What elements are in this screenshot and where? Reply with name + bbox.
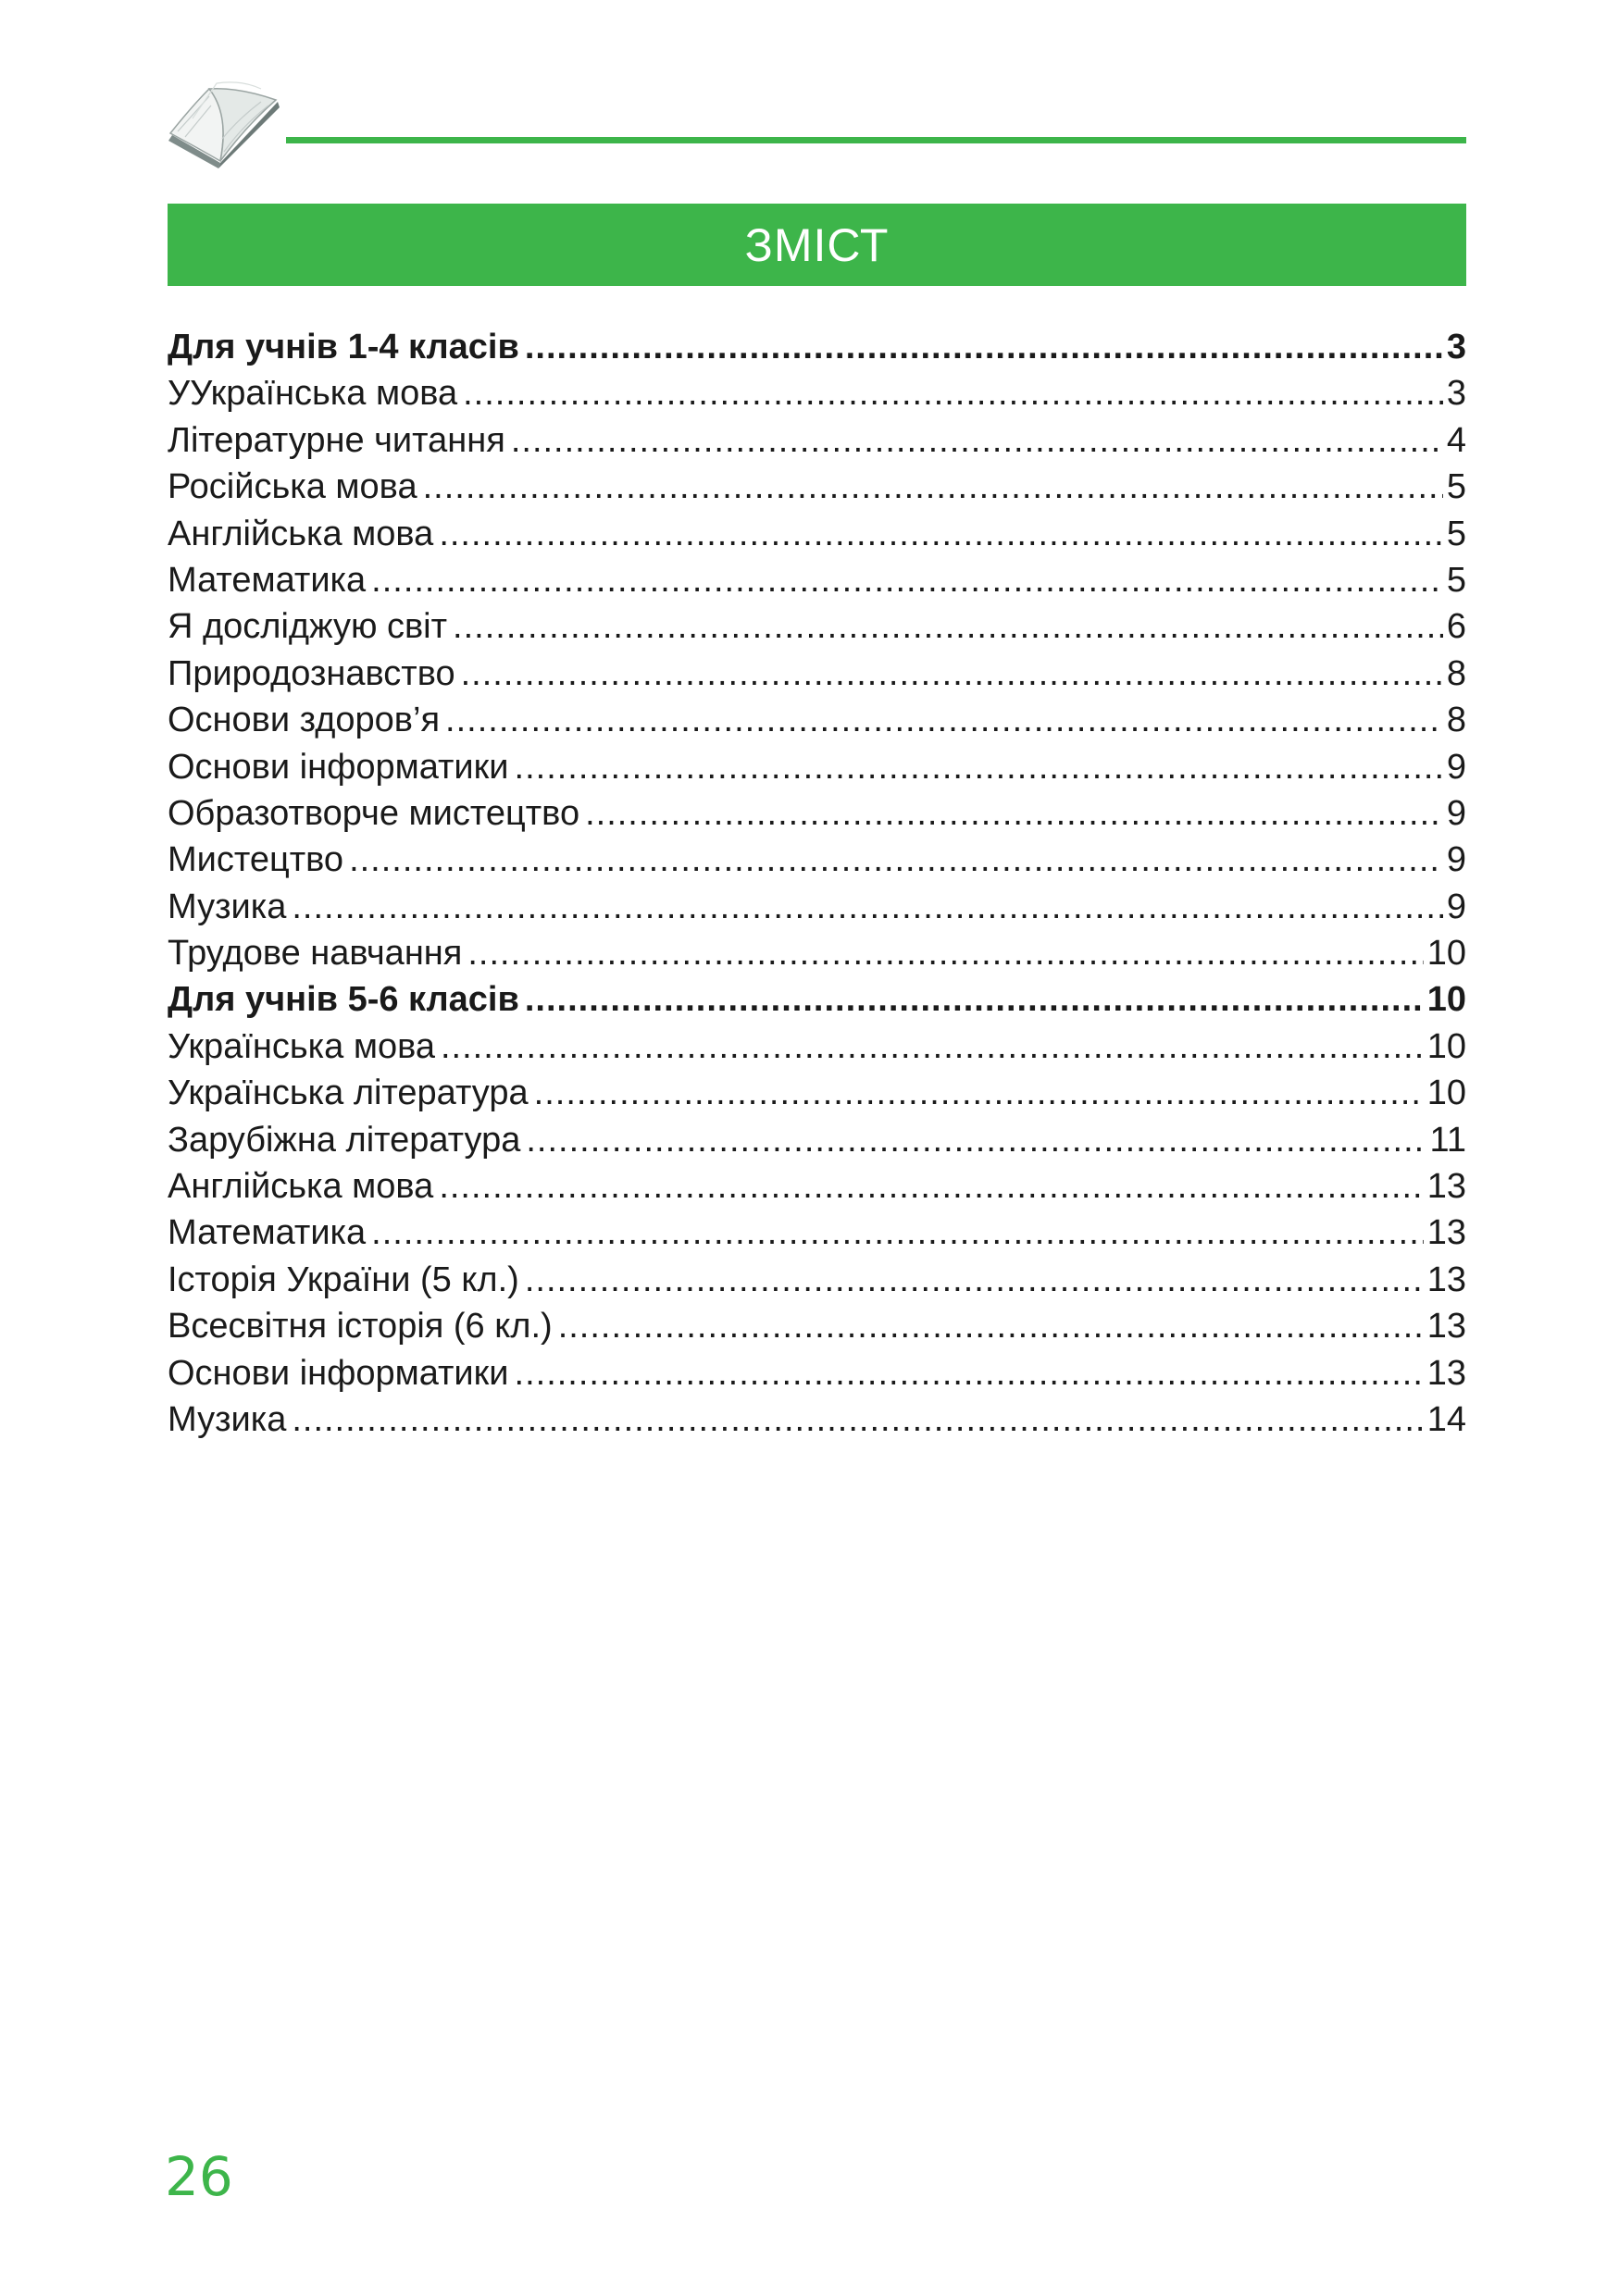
toc-entry-label: Українська література	[168, 1074, 529, 1113]
toc-entry-label: Природознавство	[168, 653, 455, 693]
toc-entry-page: 9	[1446, 793, 1466, 833]
toc-leader-dots	[371, 557, 1443, 603]
toc-entry[interactable]	[168, 1070, 1466, 1116]
toc-entry[interactable]	[168, 884, 1466, 930]
toc-leader-dots	[439, 511, 1443, 557]
toc-entry-page: 13	[1426, 1167, 1466, 1207]
toc-leader-dots	[441, 1024, 1424, 1070]
toc-entry-page: 10	[1426, 1074, 1466, 1113]
open-book-icon	[165, 78, 280, 170]
toc-entry[interactable]	[168, 697, 1466, 743]
toc-leader-dots	[423, 464, 1443, 510]
toc-entry[interactable]	[168, 790, 1466, 837]
toc-entry-label: Всесвітня історія (6 кл.)	[168, 1307, 553, 1347]
toc-leader-dots	[558, 1303, 1424, 1349]
toc-entry-label: Англійська мова	[168, 514, 434, 553]
toc-entry-label: Для учнів 1-4 класів	[168, 328, 519, 366]
toc-entry[interactable]	[168, 1303, 1466, 1349]
toc-leader-dots	[515, 1350, 1424, 1396]
toc-entry-page: 3	[1446, 328, 1466, 366]
toc-entry-page: 10	[1426, 1026, 1466, 1066]
toc-entry-page: 6	[1446, 607, 1466, 647]
table-of-contents	[168, 324, 1466, 1443]
toc-entry-label: Англійська мова	[168, 1167, 434, 1207]
toc-entry-label: Мистецтво	[168, 840, 344, 880]
toc-entry-page: 13	[1426, 1353, 1466, 1393]
toc-leader-dots	[463, 370, 1443, 416]
toc-leader-dots	[439, 1163, 1423, 1210]
toc-entry-label: Основи інформатики	[168, 747, 509, 787]
toc-entry[interactable]	[168, 1163, 1466, 1210]
toc-entry[interactable]	[168, 464, 1466, 510]
toc-entry[interactable]	[168, 1396, 1466, 1443]
toc-leader-dots	[371, 1210, 1424, 1256]
toc-entry-page: 10	[1426, 980, 1466, 1020]
toc-leader-dots	[534, 1070, 1424, 1116]
toc-entry-page: 13	[1426, 1307, 1466, 1347]
page-number: 26	[165, 2145, 233, 2208]
toc-entry[interactable]	[168, 1024, 1466, 1070]
toc-entry[interactable]	[168, 651, 1466, 697]
toc-leader-dots	[515, 744, 1443, 790]
toc-entry-page: 5	[1446, 514, 1466, 553]
toc-leader-dots	[349, 837, 1443, 883]
toc-leader-dots	[525, 1257, 1424, 1303]
toc-entry[interactable]	[168, 370, 1466, 416]
toc-entry-label: Основи здоров’я	[168, 701, 441, 740]
header-rule	[286, 137, 1466, 143]
toc-leader-dots	[445, 697, 1443, 743]
toc-entry-page: 9	[1446, 747, 1466, 787]
toc-entry-page: 5	[1446, 467, 1466, 507]
toc-entry-label: Образотворче мистецтво	[168, 793, 580, 833]
toc-entry-page: 11	[1429, 1120, 1466, 1160]
toc-entry[interactable]	[168, 511, 1466, 557]
toc-section-heading[interactable]	[168, 324, 1466, 370]
page-title: ЗМІСТ	[744, 218, 890, 271]
toc-leader-dots	[585, 790, 1443, 837]
toc-leader-dots	[461, 651, 1443, 697]
toc-entry-page: 8	[1446, 653, 1466, 693]
toc-leader-dots	[525, 324, 1443, 370]
toc-entry[interactable]	[168, 837, 1466, 883]
toc-entry-label: УУкраїнська мова	[168, 374, 458, 414]
toc-entry[interactable]	[168, 1210, 1466, 1256]
toc-entry[interactable]	[168, 1257, 1466, 1303]
toc-entry[interactable]	[168, 417, 1466, 464]
toc-entry-label: Російська мова	[168, 467, 417, 507]
toc-entry-page: 14	[1426, 1399, 1466, 1439]
toc-entry-label: Математика	[168, 1213, 367, 1253]
toc-entry-page: 9	[1446, 840, 1466, 880]
title-banner	[168, 204, 1466, 286]
toc-entry[interactable]	[168, 1117, 1466, 1163]
toc-entry-label: Зарубіжна література	[168, 1120, 521, 1160]
toc-entry[interactable]	[168, 603, 1466, 650]
toc-leader-dots	[292, 884, 1443, 930]
toc-entry-page: 4	[1446, 420, 1466, 460]
toc-entry-label: Українська мова	[168, 1026, 435, 1066]
toc-section-heading[interactable]	[168, 976, 1466, 1023]
toc-entry[interactable]	[168, 557, 1466, 603]
toc-leader-dots	[526, 1117, 1426, 1163]
toc-leader-dots	[511, 417, 1443, 464]
toc-entry[interactable]	[168, 1350, 1466, 1396]
toc-entry-page: 10	[1426, 934, 1466, 974]
toc-leader-dots	[292, 1396, 1423, 1443]
toc-entry-label: Музика	[168, 1399, 287, 1439]
toc-entry-page: 8	[1446, 701, 1466, 740]
toc-entry-page: 9	[1446, 887, 1466, 926]
toc-entry-label: Літературне читання	[168, 420, 505, 460]
toc-entry-label: Я досліджую світ	[168, 607, 448, 647]
toc-entry-label: Трудове навчання	[168, 934, 463, 974]
toc-entry-page: 3	[1446, 374, 1466, 414]
toc-leader-dots	[453, 603, 1443, 650]
toc-entry-label: Історія України (5 кл.)	[168, 1260, 519, 1299]
toc-entry-label: Для учнів 5-6 класів	[168, 980, 519, 1020]
toc-entry-label: Музика	[168, 887, 287, 926]
toc-entry-label: Основи інформатики	[168, 1353, 509, 1393]
toc-leader-dots	[525, 976, 1424, 1023]
toc-entry-page: 13	[1426, 1260, 1466, 1299]
toc-leader-dots	[467, 930, 1423, 976]
toc-entry[interactable]	[168, 744, 1466, 790]
toc-entry-label: Математика	[168, 560, 367, 600]
toc-entry[interactable]	[168, 930, 1466, 976]
toc-entry-page: 13	[1426, 1213, 1466, 1253]
toc-entry-page: 5	[1446, 560, 1466, 600]
